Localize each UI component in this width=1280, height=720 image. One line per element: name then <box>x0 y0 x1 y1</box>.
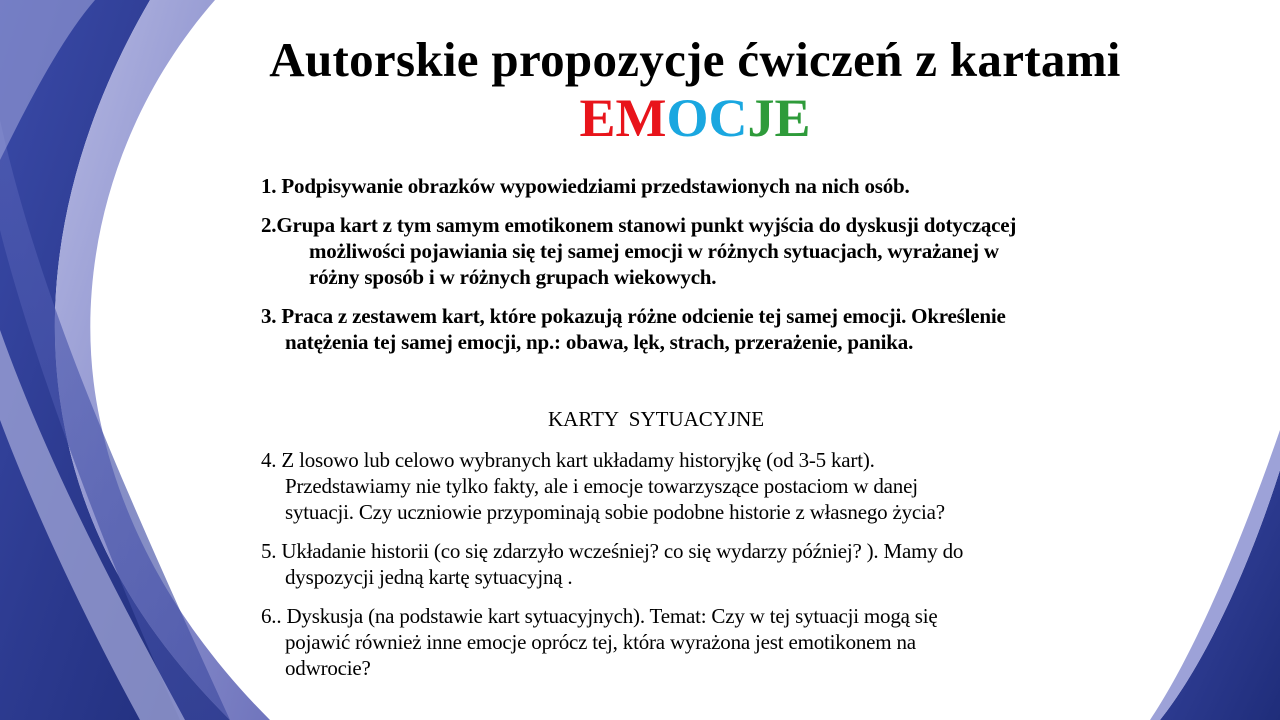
emocje-title <box>200 86 1190 150</box>
emocje-letter: J <box>747 88 775 148</box>
emocje-letter: E <box>579 88 616 148</box>
emocje-letter: O <box>666 88 709 148</box>
list-item: 5. Układanie historii (co się zdarzyło wcześniej? co się wydarzy później? ). Mamy do dyspozycji jedną kartę sytuacyjną . <box>261 539 964 589</box>
list-item: 6.. Dyskusja (na podstawie kart sytuacyjnych). Temat: Czy w tej sytuacji mogą się pojawić również inne emocje oprócz tej, która wyrażona jest emotikonem na odwrocie? <box>261 604 938 680</box>
emocje-letter: M <box>615 88 667 148</box>
emocje-letter: C <box>708 88 748 148</box>
slide-title: Autorskie propozycje ćwiczeń z kartami <box>269 32 1121 87</box>
emocje-letter: E <box>774 88 811 148</box>
list-item: 2.Grupa kart z tym samym emotikonem stanowi punkt wyjścia do dyskusji dotyczącej możliwości pojawiania się tej samej emocji w różnych sytuacjach, wyrażanej w różny sposób i w różnych grupach wiekowych. <box>261 213 1017 289</box>
section-heading: KARTY SYTUACYJNE <box>548 407 765 431</box>
list-item: 4. Z losowo lub celowo wybranych kart układamy historyjkę (od 3-5 kart). Przedstawiamy nie tylko fakty, ale i emocje towarzyszące postaciom w danej sytuacji. Czy uczniowie przypominają sobie podobne historie z własnego życia? <box>261 448 945 524</box>
list-item: 3. Praca z zestawem kart, które pokazują różne odcienie tej samej emocji. Określenie natężenia tej samej emocji, np.: obawa, lęk, strach, przerażenie, panika. <box>261 304 1006 354</box>
list-item: 1. Podpisywanie obrazków wypowiedziami przedstawionych na nich osób. <box>261 174 910 198</box>
